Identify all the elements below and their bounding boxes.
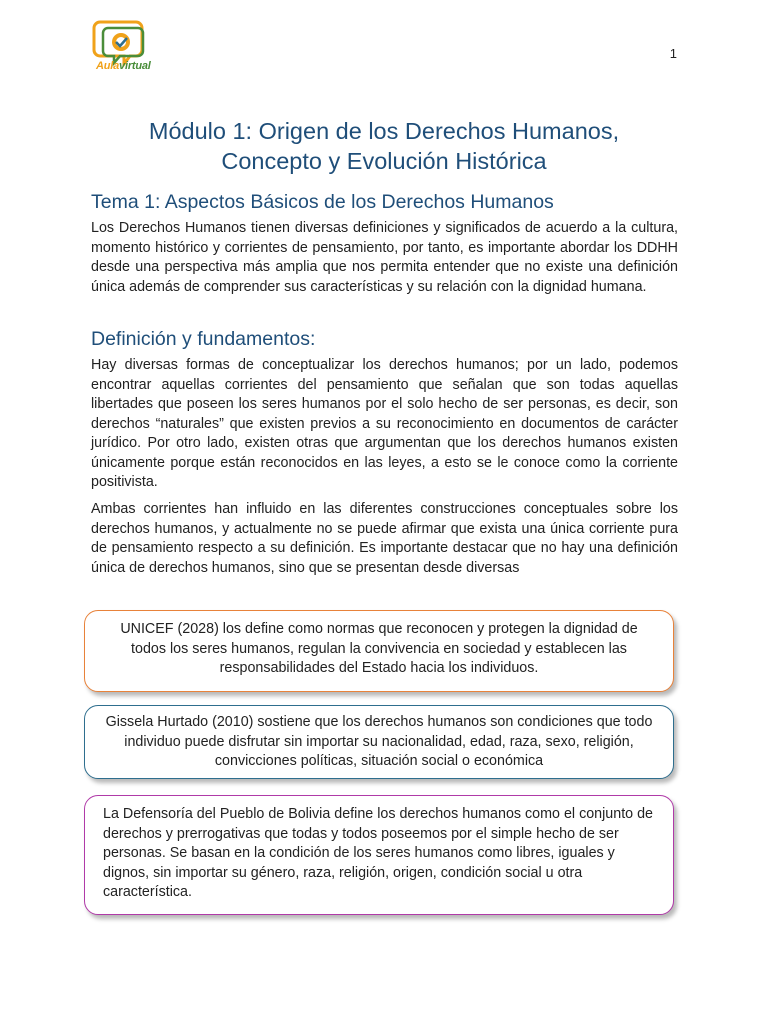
definicion-paragraph-1: Hay diversas formas de conceptualizar los derechos humanos; por un lado, podemos encontrar aquellas corrientes del pensamiento que señalan que son todas aquellas libertades que poseen los seres humanos por el solo hecho de ser personas, es decir, son derechos “naturales” que existen previos a su reconocimiento en documentos de carácter jurídico. Por otro lado, existen otras que argumentan que los derechos humanos existen únicamente porque están reconocidos en las leyes, a esto se le conoce como la corriente positivista. bbox=[91, 357, 678, 490]
hurtado-definition-text: Gissela Hurtado (2010) sostiene que los derechos humanos son condiciones que todo individuo puede disfrutar sin importar su nacionalidad, edad, raza, sexo, religión, convicciones políticas, situación social o económica bbox=[105, 714, 653, 769]
page-title-line-1: Módulo 1: Origen de los Derechos Humanos, bbox=[148, 118, 620, 144]
hurtado-definition-box bbox=[84, 705, 674, 779]
logo-text: Aulavirtual bbox=[96, 60, 151, 72]
tema-1-paragraph: Los Derechos Humanos tienen diversas definiciones y significados de acuerdo a la cultura, momento histórico y corrientes de pensamiento, por tanto, es importante abordar los DDHH desde una perspectiva más amplia que nos permita entender que no existe una definición única además de comprender sus características y su relación con la dignidad humana. bbox=[91, 220, 678, 295]
defensoria-definition-text: La Defensoría del Pueblo de Bolivia define los derechos humanos como el conjunto de derechos y prerrogativas que todas y todos poseemos por el simple hecho de ser personas. Se basan en la condición de los seres humanos como libres, iguales y dignos, sin importar su género, raza, religión, origen, condición social u otra característica. bbox=[103, 806, 653, 900]
page-number: 1 bbox=[669, 46, 677, 61]
definicion-paragraph-2: Ambas corrientes han influido en las diferentes construcciones conceptuales sobre los derechos humanos, y actualmente no se puede afirmar que exista una única corriente pura de pensamiento respecto a su definición. Es importante destacar que no hay una definición única de derechos humanos, sino que se presentan desde diversas bbox=[91, 501, 678, 576]
definicion-heading: Definición y fundamentos: bbox=[91, 328, 316, 350]
page-title bbox=[60, 116, 708, 176]
defensoria-definition-box bbox=[84, 795, 674, 915]
unicef-definition-box bbox=[84, 610, 674, 692]
tema-1-heading: Tema 1: Aspectos Básicos de los Derechos Humanos bbox=[91, 191, 554, 213]
page-title-line-2: Concepto y Evolución Histórica bbox=[221, 148, 547, 174]
unicef-definition-text: UNICEF (2028) los define como normas que reconocen y protegen la dignidad de todos los seres humanos, regulan la convivencia en sociedad y establecen las responsabilidades del Estado hacia los individuos. bbox=[120, 621, 638, 676]
